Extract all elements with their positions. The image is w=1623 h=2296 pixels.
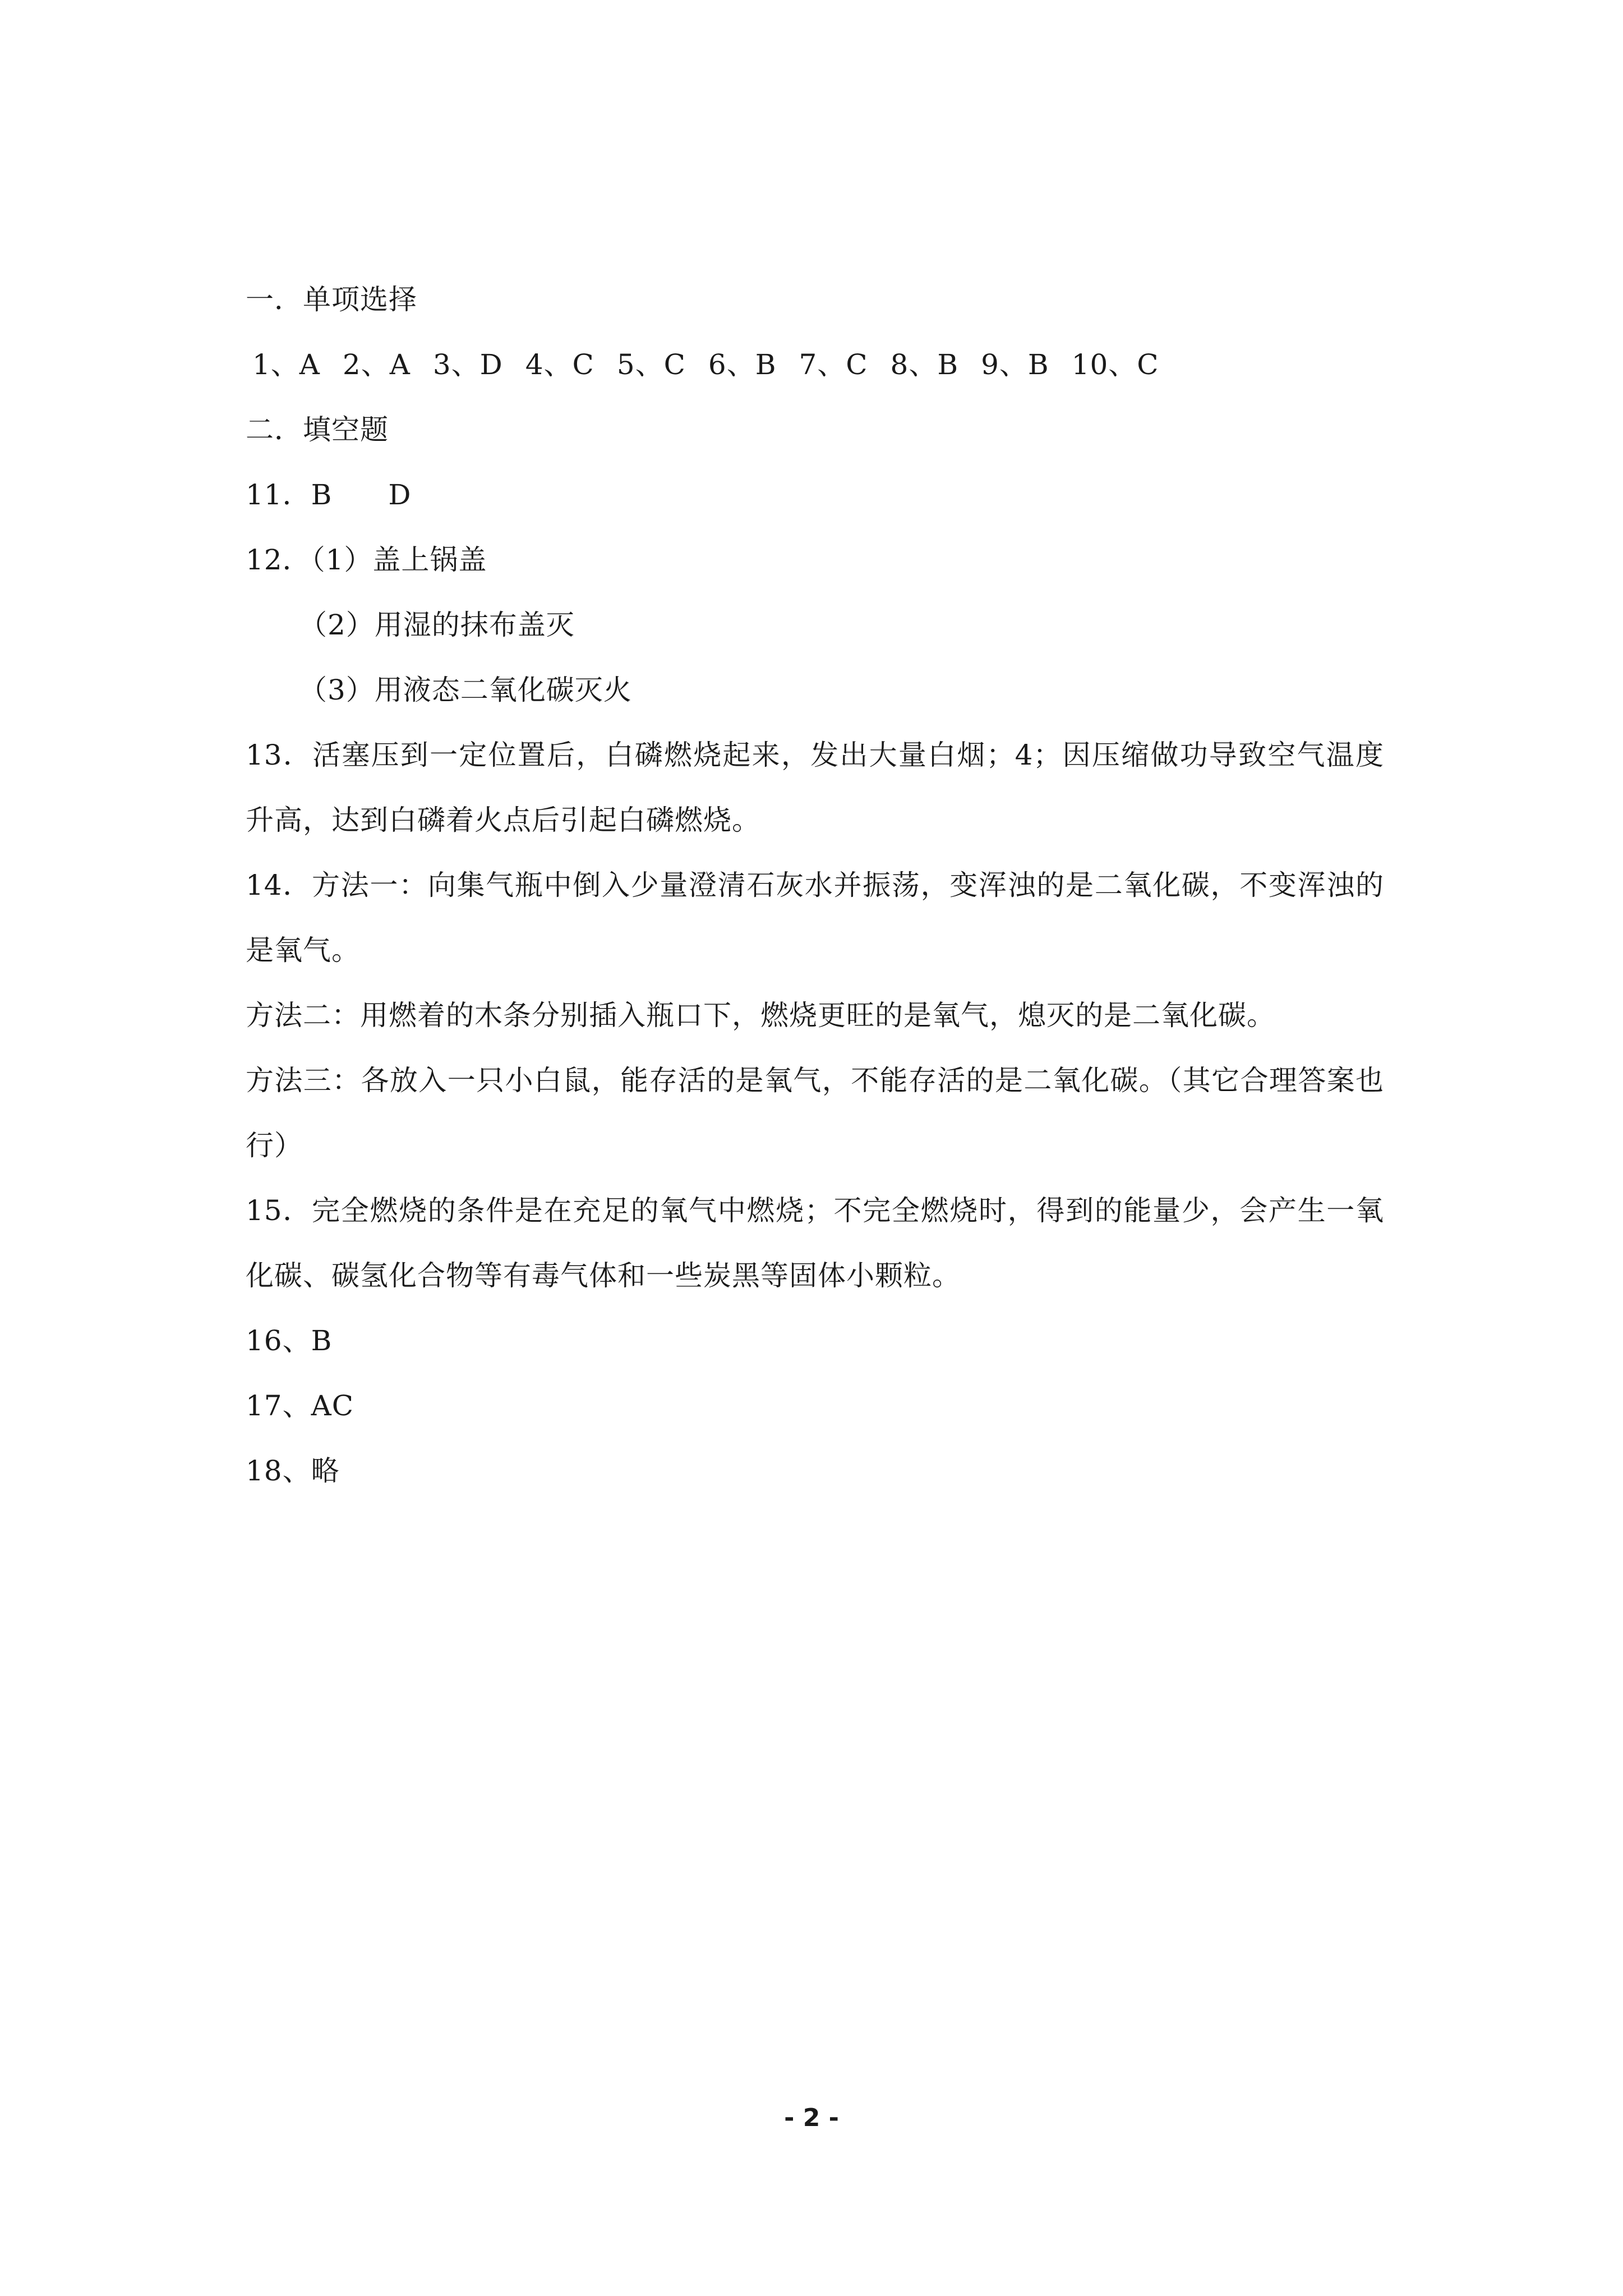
answer-item: 2、A	[342, 348, 411, 381]
answer-key-content	[246, 267, 1384, 1503]
answer-item: 9、B	[981, 348, 1049, 381]
question-14-method-1: 14．方法一：向集气瓶中倒入少量澄清石灰水并振荡，变浑浊的是二氧化碳，不变浑浊的是氧气。	[246, 869, 1384, 967]
question-13: 13．活塞压到一定位置后，白磷燃烧起来，发出大量白烟；4；因压缩做功导致空气温度升高，达到白磷着火点后引起白磷燃烧。	[246, 739, 1384, 836]
answer-item: 8、B	[890, 348, 959, 381]
question-11	[246, 462, 1384, 527]
question-17: 17、AC	[246, 1389, 354, 1422]
page-number: - 2 -	[784, 2104, 839, 2132]
answer-item: 4、C	[525, 348, 594, 381]
answer-item: 5、C	[616, 348, 686, 381]
question-16: 16、B	[246, 1324, 333, 1357]
section1-heading: 一．单项选择	[246, 283, 417, 316]
question-11-answer-2: D	[388, 478, 412, 511]
question-15: 15．完全燃烧的条件是在充足的氧气中燃烧；不完全燃烧时，得到的能量少，会产生一氧化碳、碳氢化合物等有毒气体和一些炭黑等固体小颗粒。	[246, 1194, 1384, 1292]
section2-heading: 二．填空题	[246, 413, 389, 446]
question-12-line-1: 12．（1）盖上锅盖	[246, 544, 487, 576]
question-14-method-3: 方法三：各放入一只小白鼠，能存活的是氧气，不能存活的是二氧化碳。（其它合理答案也行）	[246, 1064, 1384, 1162]
question-12-line-3: （3）用液态二氧化碳灭火	[299, 674, 632, 706]
answer-item: 3、D	[432, 348, 503, 381]
question-18: 18、略	[246, 1455, 340, 1487]
answer-item: 7、C	[799, 348, 868, 381]
question-12-line-2: （2）用湿的抹布盖灭	[299, 609, 575, 641]
question-11-answer-1: 11．B	[246, 478, 333, 511]
choice-answers-row	[246, 332, 1384, 397]
question-14-method-2: 方法二：用燃着的木条分别插入瓶口下，燃烧更旺的是氧气，熄灭的是二氧化碳。	[246, 999, 1275, 1032]
answer-item: 10、C	[1071, 348, 1159, 381]
answer-item: 1、A	[252, 348, 320, 381]
answer-item: 6、B	[708, 348, 777, 381]
